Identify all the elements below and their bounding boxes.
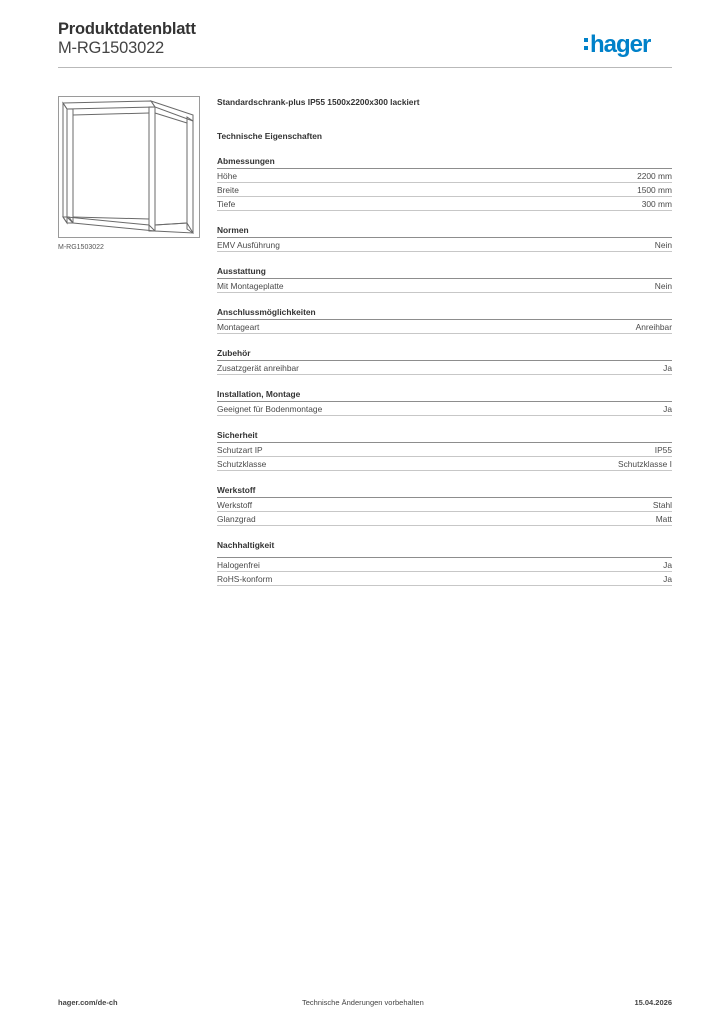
- property-label: Glanzgrad: [217, 514, 256, 524]
- property-row: [217, 443, 672, 457]
- group-normen: [217, 225, 672, 252]
- property-label: Werkstoff: [217, 500, 253, 510]
- group-title: Ausstattung: [217, 266, 672, 279]
- property-row: [217, 238, 672, 252]
- property-value: Nein: [654, 281, 672, 291]
- property-row: [217, 320, 672, 334]
- property-row: [217, 558, 672, 572]
- property-label: EMV Ausführung: [217, 240, 280, 250]
- property-row: [217, 183, 672, 197]
- property-row: [217, 402, 672, 416]
- header-divider: [58, 67, 672, 68]
- property-label: Mit Montageplatte: [217, 281, 284, 291]
- property-row: [217, 498, 672, 512]
- property-value: 2200 mm: [637, 171, 672, 181]
- image-caption: M-RG1503022: [58, 244, 104, 251]
- property-value: Anreihbar: [635, 322, 672, 332]
- group-title: Anschlussmöglichkeiten: [217, 307, 672, 320]
- property-row: [217, 457, 672, 471]
- group-title: Installation, Montage: [217, 389, 672, 402]
- property-value: Schutzklasse I: [618, 459, 672, 469]
- group-title: Abmessungen: [217, 156, 672, 169]
- group-abmessungen: [217, 156, 672, 211]
- property-value: Nein: [654, 240, 672, 250]
- group-ausstattung: [217, 266, 672, 293]
- property-value: Ja: [663, 404, 672, 414]
- product-name: Standardschrank-plus IP55 1500x2200x300 lackiert: [217, 97, 420, 107]
- property-label: Breite: [217, 185, 239, 195]
- property-row: [217, 572, 672, 586]
- group-title: Normen: [217, 225, 672, 238]
- property-label: Halogenfrei: [217, 560, 260, 570]
- property-label: Montageart: [217, 322, 260, 332]
- group-title: Nachhaltigkeit: [217, 540, 672, 558]
- property-value: Ja: [663, 574, 672, 584]
- property-value: 300 mm: [641, 199, 672, 209]
- property-label: Schutzklasse: [217, 459, 267, 469]
- group-title: Sicherheit: [217, 430, 672, 443]
- group-nachhaltigkeit: [217, 540, 672, 586]
- section-title: Technische Eigenschaften: [217, 131, 323, 141]
- property-label: Schutzart IP: [217, 445, 263, 455]
- document-article-number: M-RG1503022: [58, 39, 165, 57]
- cabinet-frame-icon: [59, 97, 199, 237]
- group-anschlussmoeglichkeiten: [217, 307, 672, 334]
- property-label: Geeignet für Bodenmontage: [217, 404, 323, 414]
- logo-text: hager: [590, 31, 651, 58]
- document-title: Produktdatenblatt: [58, 20, 196, 38]
- property-value: Matt: [655, 514, 672, 524]
- property-value: 1500 mm: [637, 185, 672, 195]
- property-value: Ja: [663, 363, 672, 373]
- group-installation-montage: [217, 389, 672, 416]
- footer-date: 15.04.2026: [634, 998, 672, 1007]
- property-label: Zusatzgerät anreihbar: [217, 363, 299, 373]
- product-image: [58, 96, 200, 238]
- property-label: Tiefe: [217, 199, 236, 209]
- footer-website-link[interactable]: hager.com/de-ch: [58, 998, 118, 1007]
- property-row: [217, 197, 672, 211]
- property-value: Stahl: [652, 500, 672, 510]
- property-label: Höhe: [217, 171, 238, 181]
- group-werkstoff: [217, 485, 672, 526]
- group-title: Zubehör: [217, 348, 672, 361]
- property-row: [217, 361, 672, 375]
- property-value: Ja: [663, 560, 672, 570]
- property-row: [217, 279, 672, 293]
- property-value: IP55: [654, 445, 672, 455]
- group-zubehoer: [217, 348, 672, 375]
- property-row: [217, 169, 672, 183]
- property-label: RoHS-konform: [217, 574, 273, 584]
- group-sicherheit: [217, 430, 672, 471]
- group-title: Werkstoff: [217, 485, 672, 498]
- product-content: [217, 96, 672, 586]
- footer-disclaimer: Technische Änderungen vorbehalten: [302, 998, 424, 1007]
- page-header: [58, 20, 672, 70]
- property-row: [217, 512, 672, 526]
- hager-logo[interactable]: [582, 28, 672, 60]
- hager-logo-icon: [582, 28, 672, 60]
